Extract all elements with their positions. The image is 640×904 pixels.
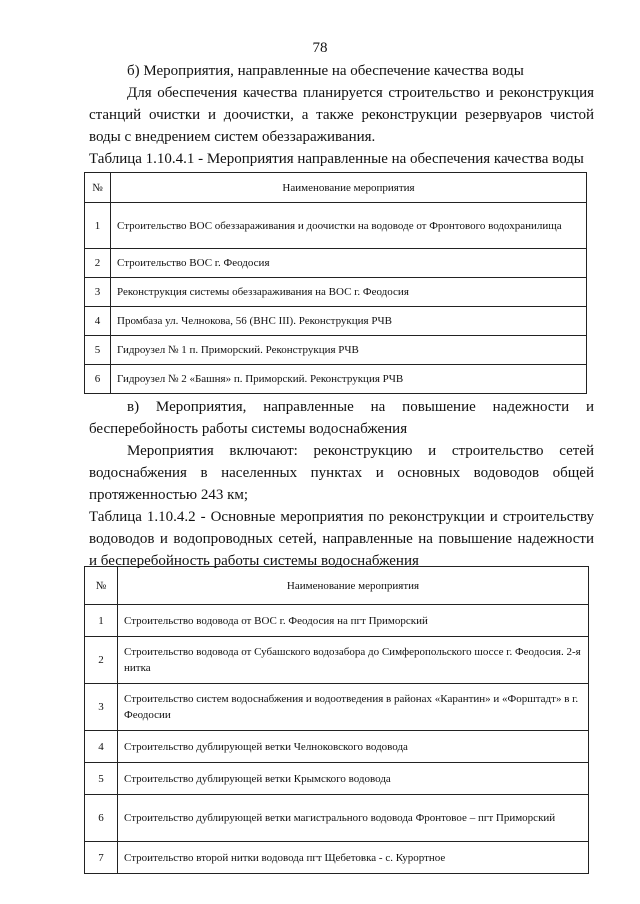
table2-col-name: Наименование мероприятия [118, 567, 589, 605]
table-row [85, 365, 587, 394]
row-number: 4 [85, 731, 118, 763]
table2 [84, 566, 589, 874]
table2-caption-line-2: водоводов и водопроводных сетей, направленные на повышение надежности [89, 531, 594, 547]
table-row [85, 637, 589, 684]
row-number: 6 [85, 365, 111, 394]
row-name: Строительство водовода от ВОС г. Феодосия на пгт Приморский [118, 605, 589, 637]
table-row [85, 203, 587, 249]
row-number: 2 [85, 249, 111, 278]
row-number: 6 [85, 795, 118, 842]
table2-caption-line-3: и бесперебойность работы системы водоснабжения [89, 553, 419, 569]
table-row [85, 336, 587, 365]
table-row [85, 763, 589, 795]
table1-col-name: Наименование мероприятия [111, 173, 587, 203]
table2-caption-line-1: Таблица 1.10.4.2 - Основные мероприятия по реконструкции и строительству [89, 509, 594, 525]
table-row [85, 731, 589, 763]
row-name: Строительство второй нитки водовода пгт Щебетовка - с. Курортное [118, 842, 589, 874]
table-row [85, 307, 587, 336]
table-row [85, 842, 589, 874]
table-row [85, 795, 589, 842]
section-b-line-3: воды с внедрением систем обеззараживания. [89, 129, 376, 145]
table2-header-row [85, 567, 589, 605]
section-v-line-2: бесперебойность работы системы водоснабжения [89, 421, 408, 437]
row-name: Строительство систем водоснабжения и водоотведения в районах «Карантин» и «Форштадт» в г. Феодосии [118, 684, 589, 731]
row-number: 4 [85, 307, 111, 336]
table1 [84, 172, 587, 394]
section-v-para2-line-2: водоснабжения в населенных пунктах и основных водоводов общей [89, 465, 594, 481]
row-name: Строительство дублирующей ветки Челноковского водовода [118, 731, 589, 763]
row-number: 2 [85, 637, 118, 684]
row-number: 1 [85, 605, 118, 637]
row-name: Строительство ВОС г. Феодосия [111, 249, 587, 278]
table1-col-num: № [85, 173, 111, 203]
section-b-line-1: Для обеспечения качества планируется строительство и реконструкция [127, 85, 594, 101]
row-name: Строительство ВОС обеззараживания и доочистки на водоводе от Фронтового водохранилища [111, 203, 587, 249]
row-number: 3 [85, 278, 111, 307]
row-number: 7 [85, 842, 118, 874]
table-row [85, 249, 587, 278]
row-number: 5 [85, 763, 118, 795]
row-number: 3 [85, 684, 118, 731]
table-row [85, 684, 589, 731]
section-v-line-1: в) Мероприятия, направленные на повышение надежности и [127, 399, 594, 415]
table1-caption: Таблица 1.10.4.1 - Мероприятия направленные на обеспечения качества воды [89, 151, 584, 167]
table-row [85, 278, 587, 307]
row-number: 5 [85, 336, 111, 365]
section-b-heading: б) Мероприятия, направленные на обеспечение качества воды [127, 63, 524, 79]
page-number: 78 [312, 40, 328, 56]
row-name: Гидроузел № 2 «Башня» п. Приморский. Реконструкция РЧВ [111, 365, 587, 394]
row-name: Реконструкция системы обеззараживания на ВОС г. Феодосия [111, 278, 587, 307]
table-row [85, 605, 589, 637]
row-number: 1 [85, 203, 111, 249]
table1-header-row [85, 173, 587, 203]
row-name: Строительство дублирующей ветки Крымского водовода [118, 763, 589, 795]
row-name: Строительство водовода от Субашского водозабора до Симферопольского шоссе г. Феодосия. 2-я нитка [118, 637, 589, 684]
row-name: Гидроузел № 1 п. Приморский. Реконструкция РЧВ [111, 336, 587, 365]
section-v-para2-line-3: протяженностью 243 км; [89, 487, 249, 503]
section-b-line-2: станций очистки и доочистки, а также реконструкции резервуаров чистой [89, 107, 594, 123]
section-v-para2-line-1: Мероприятия включают: реконструкцию и строительство сетей [127, 443, 594, 459]
row-name: Промбаза ул. Челнокова, 56 (ВНС III). Реконструкция РЧВ [111, 307, 587, 336]
row-name: Строительство дублирующей ветки магистрального водовода Фронтовое – пгт Приморский [118, 795, 589, 842]
table2-col-num: № [85, 567, 118, 605]
